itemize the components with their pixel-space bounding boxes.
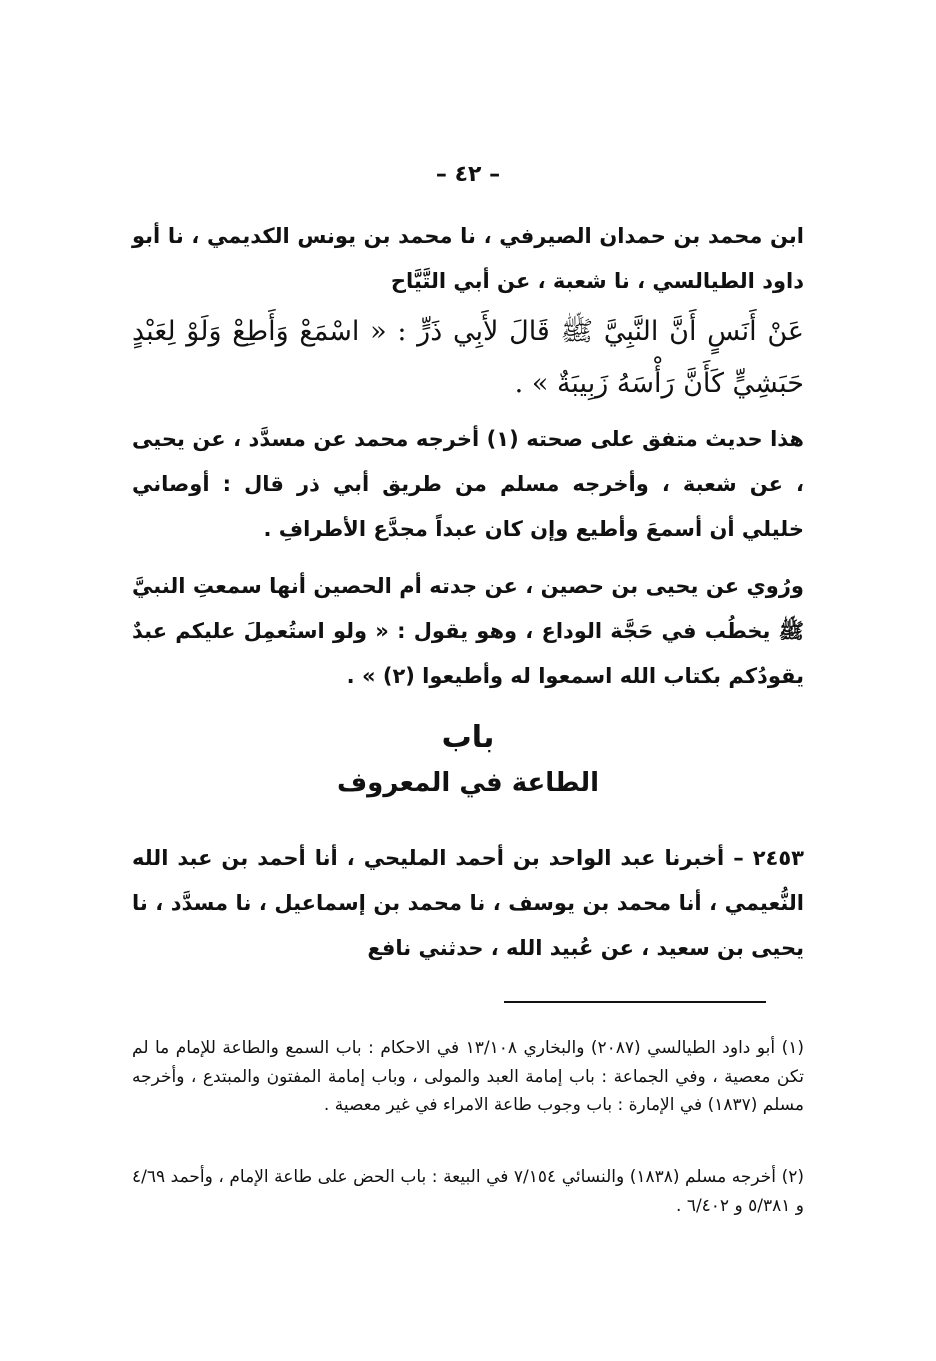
commentary-paragraph-2: ورُوي عن يحيى بن حصين ، عن جدته أم الحصين أنها سمعتِ النبيَّ ﷺ يخطُب في حَجَّة الوداع ، وهو يقول : « ولو استُعمِلَ عليكم عبدٌ يقودُكم بكتاب الله اسمعوا له وأطيعوا (٢) » . xyxy=(132,574,804,688)
footnote-2: (٢) أخرجه مسلم (١٨٣٨) والنسائي ٧/١٥٤ في البيعة : باب الحض على طاعة الإمام ، وأحمد ٤/٦٩ و ٥/٣٨١ و ٦/٤٠٢ . xyxy=(132,1167,804,1216)
footnote-separator xyxy=(504,1001,766,1003)
page-number: – ٤٢ – xyxy=(435,162,501,187)
commentary-paragraph-1: هذا حديث متفق على صحته (١) أخرجه محمد عن مسدَّد ، عن يحيى ، عن شعبة ، وأخرجه مسلم من طريق أبي ذر قال : أوصاني خليلي أن أسمعَ وأطيع وإن كان عبداً مجدَّع الأطرافِ . xyxy=(132,427,804,541)
isnad-paragraph: ابن محمد بن حمدان الصيرفي ، نا محمد بن يونس الكديمي ، نا أبو داود الطيالسي ، نا شعبة ، عن أبي التَّيَّاح xyxy=(132,224,804,293)
hadith-text-vocalized: عَنْ أَنَسٍ أَنَّ النَّبِيَّ ﷺ قَالَ لأَبِي ذَرٍّ : « اسْمَعْ وَأَطِعْ وَلَوْ لِعَبْدٍ حَبَشِيٍّ كَأَنَّ رَأْسَهُ زَبِيبَةٌ » . xyxy=(132,316,804,399)
hadith-2453-paragraph: ٢٤٥٣ – أخبرنا عبد الواحد بن أحمد المليحي ، أنا أحمد بن عبد الله النُّعيمي ، أنا محمد بن يوسف ، نا محمد بن إسماعيل ، نا مسدَّد ، نا يحيى بن سعيد ، عن عُبيد الله ، حدثني نافع xyxy=(132,846,804,960)
footnote-1: (١) أبو داود الطيالسي (٢٠٨٧) والبخاري ١٣/١٠٨ في الاحكام : باب السمع والطاعة للإمام ما لم تكن معصية ، وفي الجماعة : باب إمامة العبد والمولى ، وباب إمامة المفتون والمبتدع ، وأخرجه مسلم (١٨٣٧) في الإمارة : باب وجوب طاعة الامراء في غير معصية . xyxy=(132,1038,804,1115)
chapter-title: الطاعة في المعروف xyxy=(336,768,600,798)
chapter-label: باب xyxy=(441,720,495,755)
